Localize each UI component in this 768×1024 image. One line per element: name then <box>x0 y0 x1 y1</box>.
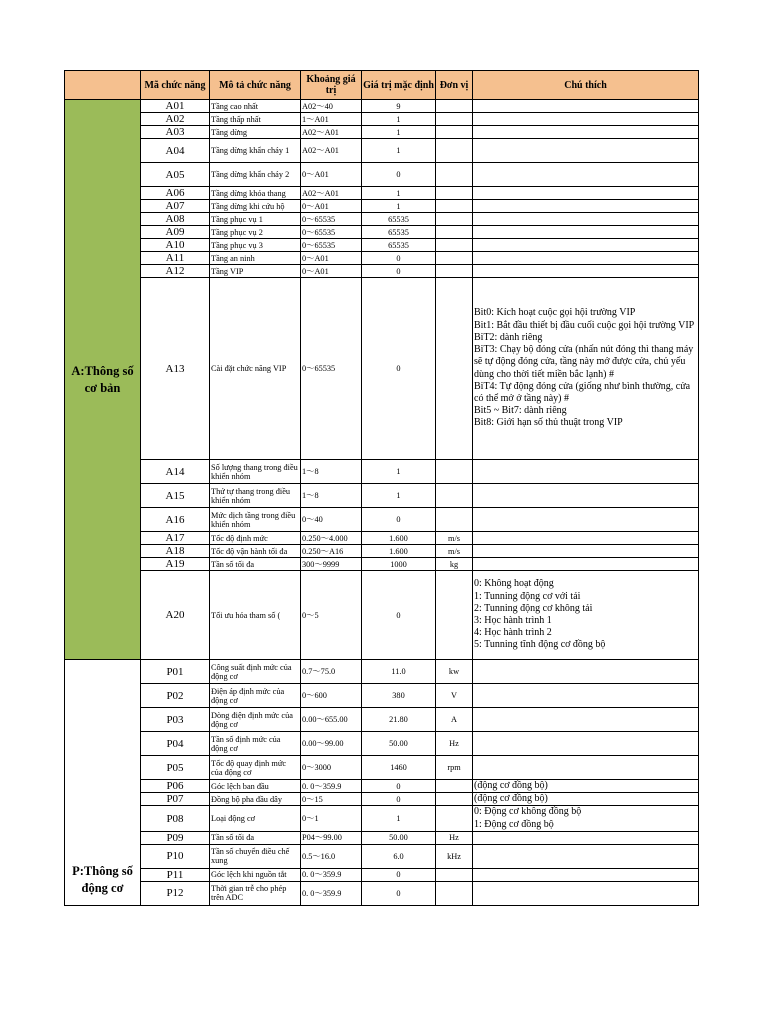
param-note <box>473 508 699 532</box>
param-unit <box>436 780 473 793</box>
param-unit: Hz <box>436 831 473 844</box>
param-code: P04 <box>141 732 210 756</box>
param-description: Tầng thấp nhất <box>210 113 301 126</box>
param-description: Tối ưu hóa tham số ( <box>210 571 301 660</box>
param-range: 300～9999 <box>301 558 362 571</box>
param-description: Tầng phục vụ 3 <box>210 239 301 252</box>
param-unit <box>436 460 473 484</box>
param-default: 1 <box>362 187 436 200</box>
param-range: 1～8 <box>301 484 362 508</box>
param-range: A02～A01 <box>301 126 362 139</box>
param-unit <box>436 213 473 226</box>
param-range: 0. 0～359.9 <box>301 868 362 881</box>
param-note <box>473 558 699 571</box>
param-note <box>473 113 699 126</box>
note-line: Bit8: Giới hạn số thủ thuật trong VIP <box>474 417 623 429</box>
param-note <box>473 139 699 163</box>
param-range: 0～5 <box>301 571 362 660</box>
table-row <box>65 558 699 571</box>
table-row <box>65 139 699 163</box>
table-row <box>65 252 699 265</box>
param-unit: Hz <box>436 732 473 756</box>
param-description: Góc lệch khi nguồn tắt <box>210 868 301 881</box>
param-note <box>473 252 699 265</box>
table-row <box>65 831 699 844</box>
parameter-table <box>64 70 699 906</box>
param-description: Tần số tối đa <box>210 558 301 571</box>
param-unit <box>436 571 473 660</box>
group-cell-p: P:Thông số động cơ <box>65 660 141 906</box>
param-note <box>473 780 699 793</box>
param-range: 0.00～655.00 <box>301 708 362 732</box>
param-note <box>473 660 699 684</box>
table-row <box>65 265 699 278</box>
param-note <box>473 831 699 844</box>
header-desc: Mô tả chức năng <box>210 71 301 100</box>
note-line: Bit5 ~ Bit7: dành riêng <box>474 405 567 417</box>
param-description: Tầng dừng khóa thang <box>210 187 301 200</box>
param-code: A09 <box>141 226 210 239</box>
param-unit: A <box>436 708 473 732</box>
param-code: A18 <box>141 545 210 558</box>
param-unit: m/s <box>436 532 473 545</box>
param-note <box>473 226 699 239</box>
param-default: 380 <box>362 684 436 708</box>
param-default: 1 <box>362 806 436 831</box>
param-range: 0.5～16.0 <box>301 844 362 868</box>
param-range: 0.7～75.0 <box>301 660 362 684</box>
param-default: 0 <box>362 793 436 806</box>
param-description: Tốc độ vận hành tối đa <box>210 545 301 558</box>
param-code: P06 <box>141 780 210 793</box>
param-description: Cài đặt chức năng VIP <box>210 278 301 460</box>
param-description: Tần số định mức của động cơ <box>210 732 301 756</box>
param-code: A15 <box>141 484 210 508</box>
param-note <box>473 200 699 213</box>
note-line: 2: Tunning động cơ không tải <box>474 602 593 614</box>
header-row <box>65 71 699 100</box>
note-line: 3: Học hành trình 1 <box>474 615 552 626</box>
param-unit <box>436 239 473 252</box>
param-note <box>473 265 699 278</box>
param-description: Tầng dừng khi cứu hộ <box>210 200 301 213</box>
param-default: 0 <box>362 163 436 187</box>
param-unit <box>436 806 473 831</box>
param-code: A06 <box>141 187 210 200</box>
param-description: Thời gian trễ cho phép trên ADC <box>210 881 301 905</box>
header-code: Mã chức năng <box>141 71 210 100</box>
param-description: Tầng cao nhất <box>210 100 301 113</box>
param-note <box>473 484 699 508</box>
param-default: 1 <box>362 113 436 126</box>
param-code: A16 <box>141 508 210 532</box>
param-code: A02 <box>141 113 210 126</box>
param-note <box>473 278 699 460</box>
table-row <box>65 200 699 213</box>
param-default: 9 <box>362 100 436 113</box>
param-default: 6.0 <box>362 844 436 868</box>
param-code: P10 <box>141 844 210 868</box>
param-description: Số lượng thang trong điều khiển nhóm <box>210 460 301 484</box>
param-unit: kg <box>436 558 473 571</box>
table-row <box>65 732 699 756</box>
param-note <box>473 793 699 806</box>
param-default: 1000 <box>362 558 436 571</box>
param-default: 0 <box>362 780 436 793</box>
param-default: 0 <box>362 265 436 278</box>
header-group <box>65 71 141 100</box>
header-range: Khoảng giá trị <box>301 71 362 100</box>
note-line: Bit1: Bắt đầu thiết bị đầu cuối cuộc gọi hội trường VIP <box>474 319 695 331</box>
param-range: 0～40 <box>301 508 362 532</box>
param-code: A14 <box>141 460 210 484</box>
param-unit <box>436 252 473 265</box>
param-range: 0～3000 <box>301 756 362 780</box>
table-row <box>65 571 699 660</box>
param-note <box>473 684 699 708</box>
param-note <box>473 187 699 200</box>
param-note <box>473 532 699 545</box>
param-unit <box>436 226 473 239</box>
param-description: Công suất định mức của động cơ <box>210 660 301 684</box>
param-range: 0. 0～359.9 <box>301 881 362 905</box>
note-line: 4: Học hành trình 2 <box>474 627 552 639</box>
param-unit: kw <box>436 660 473 684</box>
param-default: 65535 <box>362 226 436 239</box>
table-row <box>65 113 699 126</box>
table-row <box>65 660 699 684</box>
param-code: A17 <box>141 532 210 545</box>
param-default: 50.00 <box>362 732 436 756</box>
note-line: BiT4: Tự động đóng cửa (giống như bình thường, cửa có thể mở ở tầng này) # <box>474 380 691 404</box>
param-description: Tầng an ninh <box>210 252 301 265</box>
note-line: (động cơ đồng bộ) <box>474 793 548 805</box>
param-code: A03 <box>141 126 210 139</box>
param-unit <box>436 200 473 213</box>
table-row <box>65 793 699 806</box>
param-note <box>473 806 699 831</box>
param-range: P04～99.00 <box>301 831 362 844</box>
group-cell-a: A:Thông số cơ bản <box>65 100 141 660</box>
param-code: P05 <box>141 756 210 780</box>
param-description: Góc lệch ban đầu <box>210 780 301 793</box>
param-range: 1～A01 <box>301 113 362 126</box>
param-note <box>473 708 699 732</box>
param-code: P02 <box>141 684 210 708</box>
param-range: 0.00～99.00 <box>301 732 362 756</box>
table-row <box>65 545 699 558</box>
param-unit: rpm <box>436 756 473 780</box>
param-range: 0～600 <box>301 684 362 708</box>
param-default: 11.0 <box>362 660 436 684</box>
param-code: P09 <box>141 831 210 844</box>
param-unit: kHz <box>436 844 473 868</box>
table-row <box>65 239 699 252</box>
param-range: 0～15 <box>301 793 362 806</box>
param-unit <box>436 139 473 163</box>
param-range: 0～65535 <box>301 213 362 226</box>
table-row <box>65 844 699 868</box>
param-range: A02～A01 <box>301 139 362 163</box>
param-default: 65535 <box>362 239 436 252</box>
param-range: 0～A01 <box>301 200 362 213</box>
param-description: Tầng phục vụ 2 <box>210 226 301 239</box>
table-row <box>65 881 699 905</box>
param-default: 1.600 <box>362 545 436 558</box>
param-unit <box>436 265 473 278</box>
param-default: 1 <box>362 126 436 139</box>
param-description: Đồng bộ pha đầu dây <box>210 793 301 806</box>
param-note <box>473 100 699 113</box>
table-row <box>65 278 699 460</box>
param-range: 0～65535 <box>301 278 362 460</box>
param-description: Loại động cơ <box>210 806 301 831</box>
param-description: Dòng điện định mức của động cơ <box>210 708 301 732</box>
param-default: 1 <box>362 460 436 484</box>
header-unit: Đơn vị <box>436 71 473 100</box>
param-default: 0 <box>362 881 436 905</box>
param-code: P08 <box>141 806 210 831</box>
param-unit <box>436 484 473 508</box>
table-row <box>65 780 699 793</box>
param-note <box>473 868 699 881</box>
param-range: 0.250～A16 <box>301 545 362 558</box>
table-row <box>65 484 699 508</box>
param-unit <box>436 126 473 139</box>
note-line: (động cơ đồng bộ) <box>474 780 548 791</box>
param-default: 0 <box>362 252 436 265</box>
param-unit <box>436 187 473 200</box>
table-row <box>65 756 699 780</box>
param-description: Điện áp định mức của động cơ <box>210 684 301 708</box>
param-range: 0. 0～359.9 <box>301 780 362 793</box>
param-note <box>473 126 699 139</box>
table-row <box>65 868 699 881</box>
param-note <box>473 571 699 660</box>
param-unit: V <box>436 684 473 708</box>
note-line: 1: Tunning động cơ với tải <box>474 590 581 602</box>
param-default: 50.00 <box>362 831 436 844</box>
param-range: 1～8 <box>301 460 362 484</box>
param-unit <box>436 113 473 126</box>
table-body <box>65 100 699 906</box>
param-description: Tầng VIP <box>210 265 301 278</box>
param-unit <box>436 278 473 460</box>
param-note <box>473 239 699 252</box>
param-range: 0.250～4.000 <box>301 532 362 545</box>
param-range: A02～40 <box>301 100 362 113</box>
table-row <box>65 187 699 200</box>
param-note <box>473 756 699 780</box>
param-default: 65535 <box>362 213 436 226</box>
param-default: 0 <box>362 278 436 460</box>
param-description: Tầng dừng khẩn cháy 2 <box>210 163 301 187</box>
param-note <box>473 213 699 226</box>
note-line: 1: Động cơ đồng bộ <box>474 818 554 830</box>
param-unit: m/s <box>436 545 473 558</box>
param-code: P03 <box>141 708 210 732</box>
header-note: Chú thích <box>473 71 699 100</box>
param-code: A08 <box>141 213 210 226</box>
param-code: A12 <box>141 265 210 278</box>
param-code: A07 <box>141 200 210 213</box>
param-range: 0～A01 <box>301 252 362 265</box>
param-range: 0～A01 <box>301 163 362 187</box>
param-default: 21.80 <box>362 708 436 732</box>
table-row <box>65 806 699 831</box>
param-unit <box>436 100 473 113</box>
note-line: BiT2: dành riêng <box>474 331 543 343</box>
note-line: 5: Tunning tĩnh động cơ đồng bộ <box>474 639 606 651</box>
param-range: 0～1 <box>301 806 362 831</box>
param-range: A02～A01 <box>301 187 362 200</box>
param-default: 0 <box>362 571 436 660</box>
param-code: A19 <box>141 558 210 571</box>
param-note <box>473 545 699 558</box>
table-row <box>65 684 699 708</box>
param-description: Tốc độ quay định mức của động cơ <box>210 756 301 780</box>
param-code: A01 <box>141 100 210 113</box>
param-unit <box>436 793 473 806</box>
note-line: 0: Động cơ không đồng bộ <box>474 806 582 818</box>
param-code: A10 <box>141 239 210 252</box>
param-description: Tầng dừng khẩn cháy 1 <box>210 139 301 163</box>
note-line: Bit0: Kích hoạt cuộc gọi hội trường VIP <box>474 307 636 319</box>
param-default: 0 <box>362 868 436 881</box>
table-row <box>65 126 699 139</box>
param-unit <box>436 508 473 532</box>
param-note <box>473 732 699 756</box>
param-code: P01 <box>141 660 210 684</box>
param-code: A13 <box>141 278 210 460</box>
param-code: P07 <box>141 793 210 806</box>
param-default: 1 <box>362 484 436 508</box>
param-default: 1 <box>362 200 436 213</box>
param-description: Tần số tối đa <box>210 831 301 844</box>
table-row <box>65 100 699 113</box>
param-range: 0～A01 <box>301 265 362 278</box>
param-description: Tầng dừng <box>210 126 301 139</box>
param-default: 1.600 <box>362 532 436 545</box>
table-row <box>65 508 699 532</box>
table-row <box>65 163 699 187</box>
param-code: A11 <box>141 252 210 265</box>
table-row <box>65 213 699 226</box>
param-note <box>473 163 699 187</box>
param-note <box>473 844 699 868</box>
param-default: 1460 <box>362 756 436 780</box>
param-range: 0～65535 <box>301 226 362 239</box>
param-default: 0 <box>362 508 436 532</box>
param-code: A04 <box>141 139 210 163</box>
param-unit <box>436 881 473 905</box>
table-row <box>65 226 699 239</box>
note-line: BiT3: Chạy bộ đóng cửa (nhấn nút đóng thì thang máy sẽ tự động đóng cửa, tầng này mở được cửa, chủ yếu dùng cho thời tiết miền bắc lạnh) # <box>474 344 694 380</box>
param-note <box>473 881 699 905</box>
param-code: A20 <box>141 571 210 660</box>
param-code: P12 <box>141 881 210 905</box>
param-unit <box>436 163 473 187</box>
param-description: Mức dịch tầng trong điều khiển nhóm <box>210 508 301 532</box>
param-description: Tần số chuyển điều chế xung <box>210 844 301 868</box>
table-row <box>65 460 699 484</box>
param-code: A05 <box>141 163 210 187</box>
param-unit <box>436 868 473 881</box>
param-description: Tầng phục vụ 1 <box>210 213 301 226</box>
param-description: Thứ tự thang trong điều khiển nhóm <box>210 484 301 508</box>
param-default: 1 <box>362 139 436 163</box>
param-note <box>473 460 699 484</box>
header-default: Giá trị mặc định <box>362 71 436 100</box>
param-code: P11 <box>141 868 210 881</box>
param-range: 0～65535 <box>301 239 362 252</box>
note-line: 0: Không hoạt động <box>474 578 554 590</box>
table-row <box>65 532 699 545</box>
table-row <box>65 708 699 732</box>
param-description: Tốc độ định mức <box>210 532 301 545</box>
